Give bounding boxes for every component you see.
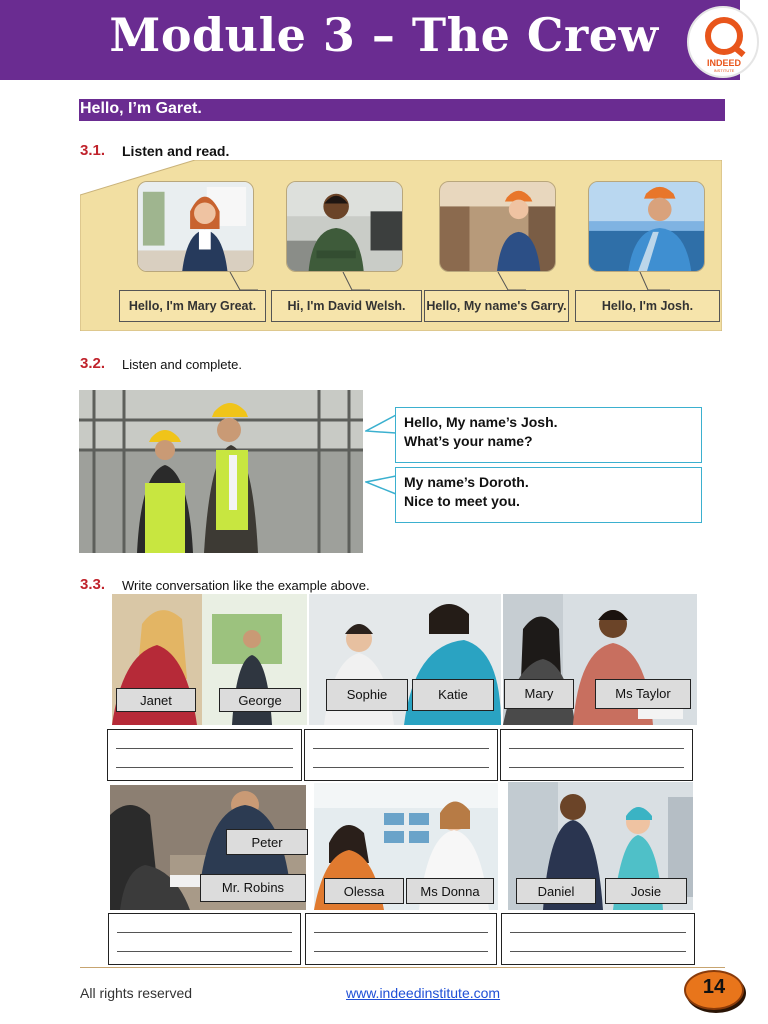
exercise-number-3: 3.3. bbox=[80, 576, 106, 593]
intro-bubble-2: Hi, I'm David Welsh. bbox=[271, 290, 422, 322]
exercise-instruction-3: Write conversation like the example above. bbox=[122, 578, 370, 593]
write-box-2[interactable] bbox=[304, 729, 498, 781]
name-tag-ms-taylor: Ms Taylor bbox=[595, 679, 691, 709]
exercise-number-1: 3.1. bbox=[80, 142, 106, 159]
footer-rights: All rights reserved bbox=[80, 985, 193, 1001]
name-tag-peter: Peter bbox=[226, 829, 308, 855]
write-line bbox=[510, 932, 686, 933]
speech-1-line-2: What’s your name? bbox=[404, 433, 533, 449]
write-line bbox=[116, 748, 293, 749]
photo-mary-great bbox=[137, 181, 254, 272]
speech-2-line-2: Nice to meet you. bbox=[404, 493, 520, 509]
name-tag-mr-robins: Mr. Robins bbox=[200, 874, 306, 902]
exercise-instruction-2: Listen and complete. bbox=[122, 357, 242, 372]
name-tag-olessa: Olessa bbox=[324, 878, 404, 904]
speech-bubble-1 bbox=[395, 407, 702, 463]
write-line bbox=[313, 748, 489, 749]
speech-tail-2 bbox=[365, 474, 397, 496]
intro-bubble-1: Hello, I'm Mary Great. bbox=[119, 290, 266, 322]
name-tag-josie: Josie bbox=[605, 878, 687, 904]
speech-tail-1 bbox=[365, 413, 397, 435]
name-tag-janet: Janet bbox=[116, 688, 196, 712]
name-tag-katie: Katie bbox=[412, 679, 494, 711]
write-box-5[interactable] bbox=[305, 913, 497, 965]
logo-tail-icon bbox=[732, 45, 745, 57]
speech-2-line-1: My name’s Doroth. bbox=[404, 474, 529, 490]
write-line bbox=[117, 932, 292, 933]
intro-bubble-4: Hello, I'm Josh. bbox=[575, 290, 720, 322]
intro-bubble-3: Hello, My name's Garry. bbox=[424, 290, 569, 322]
write-line bbox=[116, 767, 293, 768]
name-tag-ms-donna: Ms Donna bbox=[406, 878, 494, 904]
logo-subtext: INSTITUTE bbox=[713, 68, 735, 73]
write-line bbox=[314, 951, 488, 952]
write-box-4[interactable] bbox=[108, 913, 301, 965]
exercise-instruction-1: Listen and read. bbox=[122, 143, 230, 159]
write-box-3[interactable] bbox=[500, 729, 693, 781]
institute-logo bbox=[687, 6, 759, 78]
footer-website-link[interactable]: www.indeedinstitute.com bbox=[346, 985, 501, 1001]
write-line bbox=[509, 767, 684, 768]
photo-david-welsh bbox=[286, 181, 403, 272]
write-line bbox=[314, 932, 488, 933]
write-line bbox=[313, 767, 489, 768]
write-line bbox=[117, 951, 292, 952]
speech-bubble-2 bbox=[395, 467, 702, 523]
name-tag-mary: Mary bbox=[504, 679, 574, 709]
footer-divider bbox=[80, 967, 725, 968]
section-title: Hello, I’m Garet. bbox=[80, 100, 202, 117]
name-tag-george: George bbox=[219, 688, 301, 712]
photo-garry bbox=[439, 181, 556, 272]
name-tag-sophie: Sophie bbox=[326, 679, 408, 711]
logo-text: INDEED bbox=[706, 58, 741, 68]
write-box-6[interactable] bbox=[501, 913, 695, 965]
exercise-number-2: 3.2. bbox=[80, 355, 106, 372]
write-box-1[interactable] bbox=[107, 729, 302, 781]
construction-site-photo bbox=[79, 390, 363, 553]
name-tag-daniel: Daniel bbox=[516, 878, 596, 904]
photo-josh bbox=[588, 181, 705, 272]
module-title: Module 3 – The Crew bbox=[109, 8, 659, 62]
speech-1-line-1: Hello, My name’s Josh. bbox=[404, 414, 558, 430]
write-line bbox=[509, 748, 684, 749]
page-number: 14 bbox=[702, 976, 726, 998]
write-line bbox=[510, 951, 686, 952]
